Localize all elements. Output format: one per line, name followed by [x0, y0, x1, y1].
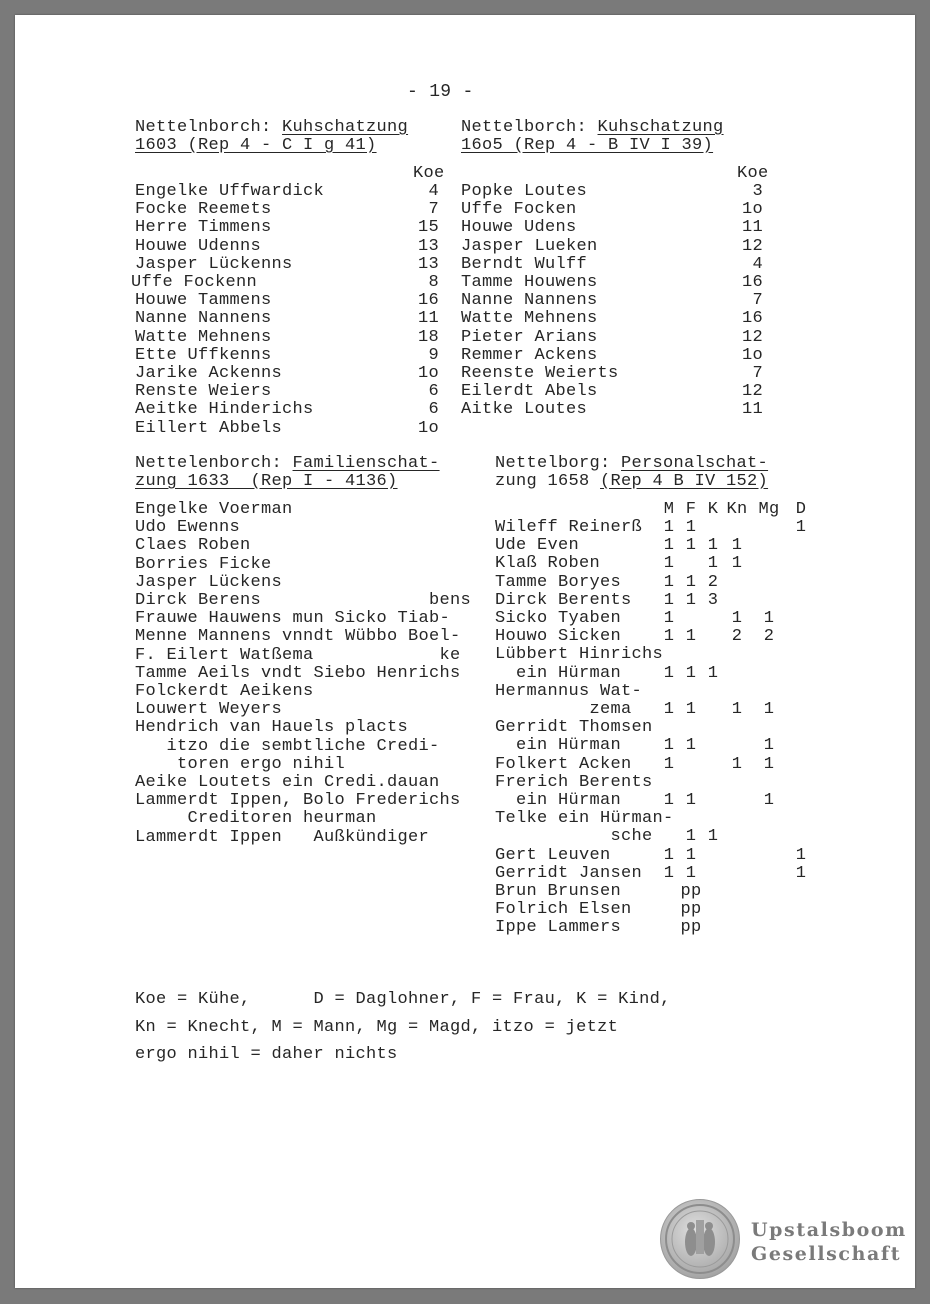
person-name: Remmer Ackens — [461, 345, 598, 365]
person-name: zema — [495, 700, 632, 719]
person-name: Frerich Berents — [495, 772, 653, 792]
list-item: Lammerdt Ippen, Bolo Frederichs — [135, 791, 461, 811]
cell-f: 1 — [685, 590, 697, 610]
list-item: Engelke Voerman — [135, 500, 293, 519]
cow-count: 1o — [741, 345, 763, 365]
person-name: Klaß Roben — [495, 554, 601, 574]
legend-line: ergo nihil = daher nichts — [135, 1045, 398, 1064]
list-item: Menne Mannens vnndt Wübbo Boel- — [135, 627, 461, 647]
person-name: ein Hürman — [495, 736, 622, 756]
society-seal-icon — [660, 1199, 740, 1279]
person-name: Engelke Uffwardick — [135, 182, 325, 201]
cell-m: 1 — [663, 590, 675, 610]
person-name: Sicko Tyaben — [495, 609, 622, 628]
cell-f: 1 — [685, 827, 697, 847]
column-header-mg: Mg — [758, 500, 780, 519]
section-heading: Nettelborg: Personalschat- — [495, 454, 769, 473]
cow-count: 11 — [741, 400, 763, 420]
cell-kn: 1 — [731, 754, 743, 774]
person-name: Tamme Boryes — [495, 572, 622, 592]
cell-mg: 1 — [763, 791, 775, 810]
cow-count: 1o — [417, 364, 439, 383]
person-name: Ette Uffkenns — [135, 345, 272, 365]
person-name: Reenste Weierts — [461, 364, 619, 383]
cow-count: 4 — [752, 254, 763, 274]
cell-m: 1 — [663, 663, 675, 683]
cell-d: 1 — [795, 863, 807, 883]
person-name: Telke ein Hürman- — [495, 809, 674, 829]
person-name: Popke Loutes — [461, 182, 588, 201]
person-name: Aitke Loutes — [461, 400, 588, 420]
cell-f: 1 — [685, 627, 697, 647]
legend-line: Koe = Kühe, D = Daglohner, F = Frau, K = Kind, — [135, 990, 671, 1009]
list-item: Jasper Lückens — [135, 572, 283, 592]
person-name: Eillert Abbels — [135, 418, 283, 438]
cell-m: 1 — [663, 554, 675, 574]
section-heading: Nettelnborch: Kuhschatzung — [135, 118, 409, 137]
section-subheading: zung 1658 (Rep 4 B IV 152) — [495, 472, 769, 491]
cell-m: 1 — [663, 536, 675, 556]
section-subheading: 1603 (Rep 4 - C I g 41) — [135, 136, 377, 155]
person-name: Wileff Reinerß — [495, 518, 643, 537]
person-name: Ippe Lammers — [495, 918, 622, 938]
list-item: Frauwe Hauwens mun Sicko Tiab- — [135, 609, 451, 629]
cow-count: 16 — [741, 273, 763, 292]
cell-mg: 1 — [763, 700, 775, 719]
section-heading: Nettelborch: Kuhschatzung — [461, 118, 724, 137]
cow-count: 15 — [417, 218, 439, 238]
cell-k: 1 — [707, 554, 719, 574]
cell-kn: 1 — [731, 700, 743, 719]
person-name: Houwe Udens — [461, 218, 577, 238]
cow-count: 7 — [752, 291, 763, 311]
brand-name-line1: Upstalsboom — [751, 1219, 907, 1241]
cell-f: 1 — [685, 791, 697, 810]
cell-mg: 1 — [763, 754, 775, 774]
list-item: Udo Ewenns — [135, 518, 241, 538]
cow-count: 6 — [428, 400, 439, 420]
person-name: Eilerdt Abels — [461, 382, 598, 402]
cell-mg: 1 — [763, 609, 775, 628]
cow-count: 12 — [741, 382, 763, 402]
person-name: Uffe Fockenn — [131, 273, 258, 292]
column-header-f: F — [685, 500, 697, 519]
section-heading: Nettelenborch: Familienschat- — [135, 454, 440, 473]
cow-count: 1o — [417, 418, 439, 438]
cow-count: 16 — [417, 291, 439, 311]
cell-mg: 1 — [763, 736, 775, 756]
list-item: toren ergo nihil — [135, 754, 346, 774]
column-header-d: D — [795, 500, 807, 519]
list-item: Folckerdt Aeikens — [135, 682, 314, 701]
cell-f: 1 — [685, 518, 697, 537]
person-name: Jarike Ackenns — [135, 364, 283, 383]
cell-f: 1 — [685, 572, 697, 592]
cell-f: pp — [680, 882, 702, 901]
cell-k: 2 — [707, 572, 719, 592]
person-name: Berndt Wulff — [461, 254, 588, 274]
cow-count: 11 — [417, 309, 439, 329]
column-header-k: K — [707, 500, 719, 519]
cow-count: 7 — [428, 200, 439, 220]
cell-m: 1 — [663, 627, 675, 647]
list-item: Tamme Aeils vndt Siebo Henrichs — [135, 663, 461, 683]
list-item: itzo die sembtliche Credi- — [135, 736, 440, 756]
cell-f: 1 — [685, 845, 697, 865]
person-name: Focke Reemets — [135, 200, 272, 220]
cow-count: 13 — [417, 254, 439, 274]
cow-count: 16 — [741, 309, 763, 329]
list-item: F. Eilert Watßema ke — [135, 645, 461, 665]
person-name: Houwe Udenns — [135, 236, 262, 256]
cell-kn: 1 — [731, 536, 743, 556]
cow-count: 4 — [428, 182, 439, 201]
count-column-header: Koe — [737, 164, 769, 183]
cow-count: 1o — [741, 200, 763, 220]
person-name: Tamme Houwens — [461, 273, 598, 292]
cell-m: 1 — [663, 845, 675, 865]
list-item: Lammerdt Ippen Außkündiger — [135, 827, 430, 847]
cow-count: 7 — [752, 364, 763, 383]
cell-f: pp — [680, 918, 702, 938]
section-subheading: zung 1633 (Rep I - 4136) — [135, 472, 398, 491]
cell-f: 1 — [685, 700, 697, 719]
list-item: Dirck Berens bens — [135, 591, 472, 610]
person-name: ein Hürman — [495, 663, 622, 683]
list-item: Creditoren heurman — [135, 809, 377, 829]
person-name: Aeitke Hinderichs — [135, 400, 314, 420]
section-subheading: 16o5 (Rep 4 - B IV I 39) — [461, 136, 714, 155]
person-name: Folrich Elsen — [495, 900, 632, 920]
cell-m: 1 — [663, 863, 675, 883]
person-name: Houwe Tammens — [135, 291, 272, 311]
column-header-m: M — [663, 500, 675, 519]
page-number: - 19 - — [407, 82, 474, 102]
person-name: Nanne Nannens — [461, 291, 598, 311]
person-name: Brun Brunsen — [495, 882, 622, 901]
count-column-header: Koe — [413, 164, 445, 183]
cow-count: 8 — [428, 273, 439, 292]
list-item: Aeike Loutets ein Credi.dauan — [135, 773, 440, 792]
cell-m: 1 — [663, 609, 675, 628]
person-name: Gert Leuven — [495, 845, 611, 865]
person-name: Watte Mehnens — [461, 309, 598, 329]
cow-count: 18 — [417, 327, 439, 347]
cow-count: 11 — [741, 218, 763, 238]
person-name: Gerridt Jansen — [495, 863, 643, 883]
cell-m: 1 — [663, 518, 675, 537]
list-item: Claes Roben — [135, 536, 251, 556]
person-name: Nanne Nannens — [135, 309, 272, 329]
cell-k: 1 — [707, 827, 719, 847]
legend-line: Kn = Knecht, M = Mann, Mg = Magd, itzo = jetzt — [135, 1018, 619, 1037]
cow-count: 13 — [417, 236, 439, 256]
person-name: Jasper Lueken — [461, 236, 598, 256]
cell-mg: 2 — [763, 627, 775, 647]
person-name: Lübbert Hinrichs — [495, 645, 664, 665]
cell-m: 1 — [663, 791, 675, 810]
cell-kn: 2 — [731, 627, 743, 647]
person-name: Hermannus Wat- — [495, 681, 643, 701]
person-name: Pieter Arians — [461, 327, 598, 347]
cell-kn: 1 — [731, 609, 743, 628]
person-name: Gerridt Thomsen — [495, 718, 653, 738]
person-name: Uffe Focken — [461, 200, 577, 220]
person-name: Houwo Sicken — [495, 627, 622, 647]
cell-f: 1 — [685, 736, 697, 756]
document-page — [15, 15, 915, 1288]
cell-m: 1 — [663, 754, 675, 774]
person-name: Folkert Acken — [495, 754, 632, 774]
cell-kn: 1 — [731, 554, 743, 574]
list-item: Louwert Weyers — [135, 700, 283, 720]
cell-k: 3 — [707, 590, 719, 610]
cell-k: 1 — [707, 663, 719, 683]
cell-f: pp — [680, 900, 702, 920]
cell-f: 1 — [685, 536, 697, 556]
person-name: Watte Mehnens — [135, 327, 272, 347]
cell-f: 1 — [685, 663, 697, 683]
cow-count: 12 — [741, 327, 763, 347]
cow-count: 9 — [428, 345, 439, 365]
person-name: Ude Even — [495, 536, 580, 556]
cow-count: 3 — [752, 182, 763, 201]
cell-k: 1 — [707, 536, 719, 556]
list-item: Hendrich van Hauels placts — [135, 718, 409, 738]
cell-m: 1 — [663, 700, 675, 719]
person-name: Jasper Lückenns — [135, 254, 293, 274]
person-name: ein Hürman — [495, 791, 622, 810]
cow-count: 12 — [741, 236, 763, 256]
cell-d: 1 — [795, 845, 807, 865]
column-header-kn: Kn — [726, 500, 748, 519]
person-name: Dirck Berents — [495, 590, 632, 610]
person-name: Herre Timmens — [135, 218, 272, 238]
cell-f: 1 — [685, 863, 697, 883]
cell-m: 1 — [663, 736, 675, 756]
cell-d: 1 — [795, 518, 807, 537]
person-name: sche — [495, 827, 653, 847]
person-name: Renste Weiers — [135, 382, 272, 402]
cow-count: 6 — [428, 382, 439, 402]
list-item: Borries Ficke — [135, 554, 272, 574]
brand-name-line2: Gesellschaft — [751, 1243, 902, 1265]
cell-m: 1 — [663, 572, 675, 592]
